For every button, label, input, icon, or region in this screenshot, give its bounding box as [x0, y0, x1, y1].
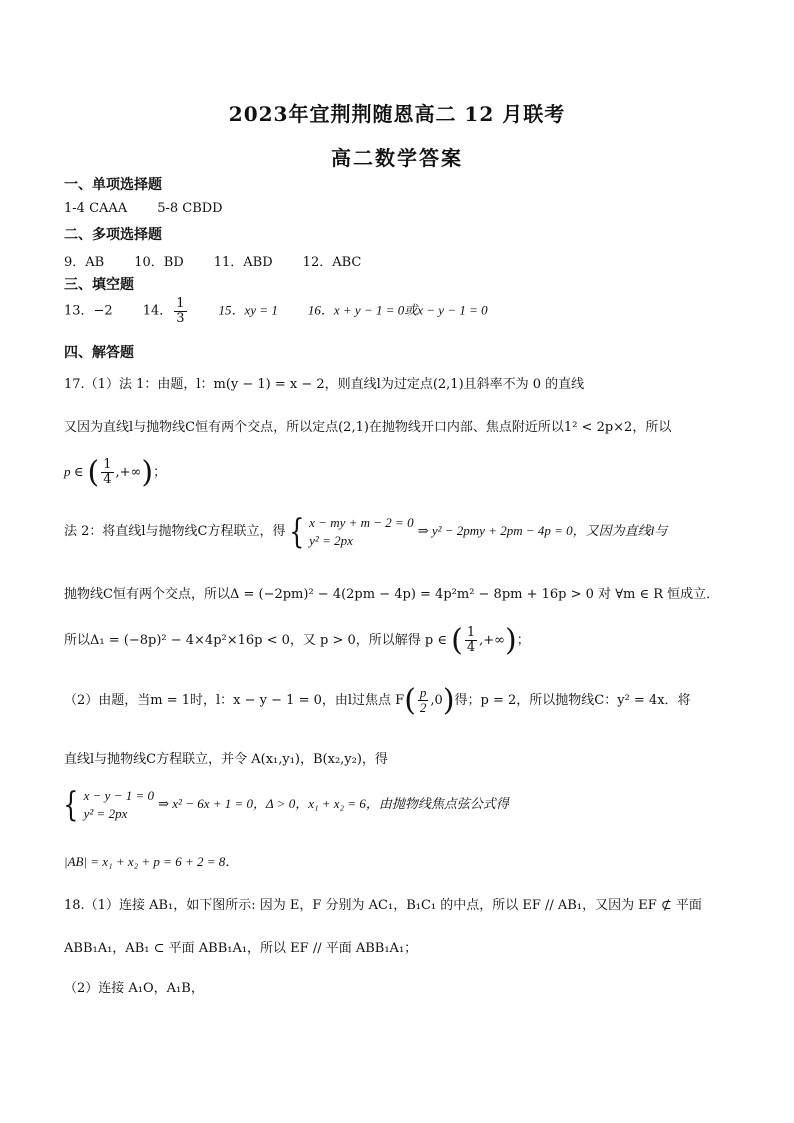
answer-11: 11．ABD [213, 255, 273, 270]
answer-14-fraction [174, 297, 186, 325]
section-solutions: 四、解答题 [64, 345, 134, 361]
answer-16: 16．x + y − 1 = 0或x − y − 1 = 0 [307, 302, 488, 318]
q17-line-5: 抛物线C恒有两个交点，所以Δ = (−2pm)² − 4(2pm − 4p) = 4p²m² − 8pm + 16p > 0 对 ∀m ∈ R 恒成立． [64, 587, 720, 602]
paren-close: ) [442, 683, 455, 718]
q17-line-6 [64, 623, 530, 658]
answers-1-4: 1-4 CAAA [64, 201, 128, 216]
paren-open: ( [87, 455, 100, 490]
system-brace: { [288, 511, 304, 552]
section-multi-choice: 二、多项选择题 [64, 227, 162, 243]
q17-fraction-quarter-2 [465, 626, 477, 654]
equation-system [309, 514, 413, 549]
equation-system-2 [84, 787, 154, 822]
fraction-numerator: p [419, 685, 427, 701]
part-2-intro: （2）由题，当m = 1时，l：x − y − 1 = 0，由l过焦点 F [64, 693, 405, 708]
quadratic-result: ⇒ x² − 6x + 1 = 0，Δ > 0，x₁ + x₂ = 6，由抛物线焦点弦公式得 [158, 796, 509, 812]
q17-line-3 [64, 455, 166, 490]
single-choice-answers [64, 201, 223, 216]
focus-fraction [418, 686, 429, 714]
answer-12: 12．ABC [302, 255, 362, 270]
answer-15: 15．xy = 1 [218, 302, 278, 318]
q17-line-4 [64, 511, 668, 552]
fraction-numerator: 1 [176, 296, 185, 311]
paren-open: ( [404, 683, 416, 718]
section-fill-blank: 三、填空题 [64, 277, 134, 293]
paren-open: ( [451, 623, 463, 658]
q18-line-3: （2）连接 A₁O，A₁B， [64, 981, 204, 996]
answer-10: 10．BD [134, 255, 184, 270]
interval-rest: ,+∞ [479, 633, 505, 648]
page-title: 2023年宜荆荆随恩高二 12 月联考 [228, 102, 566, 126]
system-eq-1: x − my + m − 2 = 0 [309, 515, 414, 530]
answer-13: 13．−2 [64, 303, 113, 319]
q17-line-1: 17.（1）法 1：由题，l：m(y − 1) = x − 2，则直线l为过定点(2,1)且斜率不为 0 的直线 [64, 377, 585, 392]
q17-fraction-quarter [101, 458, 113, 486]
q18-line-2: ABB₁A₁，AB₁ ⊂ 平面 ABB₁A₁，所以 EF // 平面 ABB₁A₁； [64, 941, 418, 956]
page-subtitle: 高二数学答案 [331, 146, 463, 170]
answer-14-label: 14． [142, 303, 173, 319]
multi-choice-answers [64, 251, 361, 270]
answer-9: 9．AB [64, 255, 105, 270]
q18-line-1: 18.（1）连接 AB₁，如下图所示: 因为 E，F 分别为 AC₁，B₁C₁ 的中点，所以 EF // AB₁，又因为 EF ⊄ 平面 [64, 898, 702, 913]
discriminant-text: 所以Δ₁ = (−8p)² − 4×4p²×16p < 0，又 p > 0，所以解得 p ∈ [64, 633, 447, 648]
fill-blank-answers [64, 297, 488, 325]
system-brace: { [63, 784, 79, 825]
fraction-denominator: 4 [466, 640, 476, 655]
method-2-result: ⇒ y² − 2pmy + 2pm − 4p = 0，又因为直线l与 [417, 523, 668, 539]
system-eq-1: x − y − 1 = 0 [83, 788, 154, 803]
q17-line-9 [63, 784, 509, 825]
paren-close: ) [505, 623, 517, 658]
paren-close: ) [141, 455, 154, 490]
fraction-numerator: 1 [466, 625, 476, 641]
line-end: ； [516, 633, 530, 648]
fraction-denominator: 3 [176, 310, 185, 326]
q17-line-7 [64, 683, 691, 718]
fraction-denominator: 4 [103, 472, 112, 487]
fraction-denominator: 2 [419, 700, 427, 715]
q17-line-2: 又因为直线l与抛物线C恒有两个交点，所以定点(2,1)在抛物线开口内部、焦点附近所以1² < 2p×2，所以 [64, 420, 672, 435]
fraction-numerator: 1 [103, 457, 112, 473]
system-eq-2: y² = 2px [309, 532, 353, 548]
p-in: p ∈ [64, 464, 84, 479]
answers-5-8: 5-8 CBDD [157, 201, 223, 216]
line-end: ； [153, 465, 167, 480]
method-2-intro: 法 2：将直线l与抛物线C方程联立，得 [64, 524, 286, 540]
q17-line-8: 直线l与抛物线C方程联立，并令 A(x₁,y₁)，B(x₂,y₂)，得 [64, 752, 388, 767]
interval-rest: ,+∞ [115, 465, 142, 480]
part-2-result: 得；p = 2，所以抛物线C：y² = 4x．将 [454, 693, 691, 708]
q17-line-10: |AB| = x₁ + x₂ + p = 6 + 2 = 8． [64, 854, 239, 869]
focus-y: ,0 [430, 693, 443, 708]
system-eq-2: y² = 2px [83, 805, 128, 821]
section-single-choice: 一、单项选择题 [64, 177, 162, 193]
